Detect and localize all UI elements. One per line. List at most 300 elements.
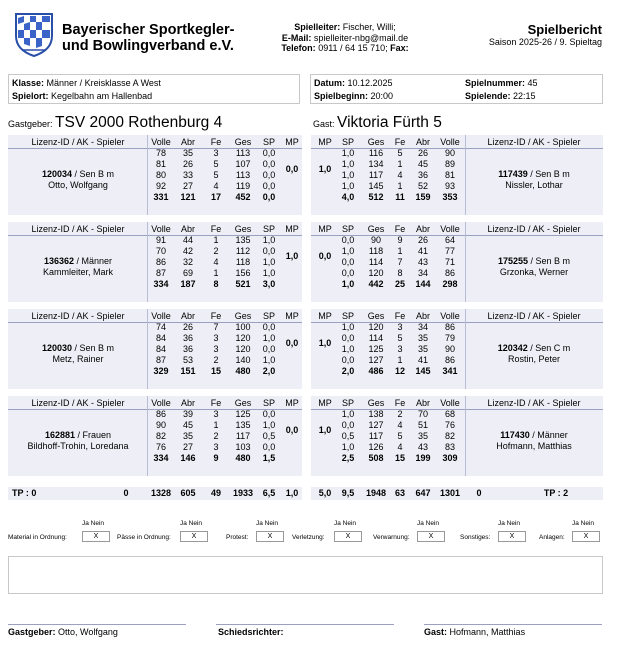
column-header-volle: Volle <box>151 224 171 234</box>
player-column-header: Lizenz-ID / AK - Spieler <box>31 224 125 234</box>
guest-cell-abr: 35 <box>417 431 428 441</box>
guest-cell-fe: 5 <box>397 431 403 441</box>
guest-signature <box>424 627 525 637</box>
age-class: / Sen B m <box>527 169 570 179</box>
guest-cell-ges: 120 <box>368 268 384 278</box>
home-cell-abr: 33 <box>182 170 193 180</box>
home-cell-sp: 1,0 <box>262 257 276 267</box>
guest-cell-volle: 68 <box>444 409 455 419</box>
guest-cell-ges: 116 <box>368 148 384 158</box>
guest-cell-ges: 126 <box>368 442 384 452</box>
guest-cell-ges: 134 <box>368 159 384 169</box>
contact-label: E-Mail: <box>281 32 312 43</box>
column-header-abr: Abr <box>180 398 195 408</box>
column-header-fe: Fe <box>394 398 406 408</box>
home-cell-sp: 0,0 <box>262 159 276 169</box>
home-cell-volle: 90 <box>155 420 166 430</box>
home-cell-volle: 81 <box>155 159 166 169</box>
yes-no-checkbox[interactable]: X <box>572 531 600 542</box>
guest-sig-label: Gast: <box>424 627 448 637</box>
home-cell-ges: 119 <box>235 181 251 191</box>
guest-cell-fe: 3 <box>397 322 403 332</box>
home-total-fe: 8 <box>213 279 219 289</box>
home-total-abr: 187 <box>180 279 196 289</box>
home-player-block <box>8 309 302 389</box>
home-cell-fe: 1 <box>213 268 219 278</box>
guest-cell-volle: 71 <box>444 257 455 267</box>
home-cell-abr: 27 <box>182 442 193 452</box>
guest-total-abr: 199 <box>415 453 431 463</box>
player-column-header: Lizenz-ID / AK - Spieler <box>487 137 581 147</box>
guest-cell-sp: 1,0 <box>341 170 355 180</box>
home-cell-fe: 3 <box>213 442 219 452</box>
guest-cell-abr: 41 <box>417 246 428 256</box>
ja-nein-label: Ja Nein <box>498 520 521 527</box>
guest-cell-abr: 35 <box>417 344 428 354</box>
column-header-mp: MP <box>318 398 332 408</box>
guest-cell-fe: 1 <box>397 159 403 169</box>
player-column-header: Lizenz-ID / AK - Spieler <box>487 224 581 234</box>
guest-cell-ges: 118 <box>368 246 384 256</box>
guest-cell-fe: 4 <box>397 170 403 180</box>
guest-total-sp: 4,0 <box>341 192 355 202</box>
guest-cell-sp: 1,0 <box>341 344 355 354</box>
referee-signature-line <box>216 624 394 625</box>
guest-tp: TP : 2 <box>543 488 569 498</box>
guest-total-fe: 12 <box>394 366 405 376</box>
guest-player-block <box>311 135 603 215</box>
guest-cell-volle: 83 <box>444 442 455 452</box>
home-cell-volle: 78 <box>155 148 166 158</box>
guest-cell-sp: 1,0 <box>341 322 355 332</box>
column-header-volle: Volle <box>151 398 171 408</box>
checkbox-label: Anlagen: <box>539 534 565 541</box>
home-cell-fe: 5 <box>213 159 219 169</box>
yes-no-checkbox[interactable]: X <box>498 531 526 542</box>
home-cell-volle: 80 <box>155 170 166 180</box>
column-header-volle: Volle <box>440 224 460 234</box>
home-cell-ges: 112 <box>235 246 251 256</box>
home-cell-fe: 1 <box>213 235 219 245</box>
home-grand-abr: 605 <box>180 488 196 498</box>
home-cell-volle: 76 <box>155 442 166 452</box>
column-header-sp: SP <box>341 398 354 408</box>
home-cell-ges: 117 <box>235 431 251 441</box>
ja-nein-label: Ja Nein <box>572 520 595 527</box>
beginn-value: 20:00 <box>370 91 394 101</box>
home-player-mp: 0,0 <box>285 164 299 174</box>
home-grand-fe: 49 <box>210 488 221 498</box>
home-player-block <box>8 396 302 476</box>
home-player-info <box>8 430 148 452</box>
player-name: Metz, Rainer <box>52 354 104 364</box>
guest-cell-fe: 2 <box>397 409 403 419</box>
guest-cell-sp: 1,0 <box>341 148 355 158</box>
column-header-volle: Volle <box>151 311 171 321</box>
home-cell-volle: 82 <box>155 431 166 441</box>
home-cell-sp: 0,0 <box>262 246 276 256</box>
column-header-abr: Abr <box>415 137 430 147</box>
guest-grand-fe: 63 <box>394 488 405 498</box>
license-id: 120030 <box>41 343 72 353</box>
home-cell-abr: 36 <box>182 344 193 354</box>
player-name: Otto, Wolfgang <box>48 180 108 190</box>
guest-cell-sp: 0,0 <box>341 355 355 365</box>
host-sig-label: Gastgeber: <box>8 627 56 637</box>
ja-nein-label: Ja Nein <box>334 520 357 527</box>
guest-cell-abr: 41 <box>417 355 428 365</box>
player-name: Hofmann, Matthias <box>496 441 572 451</box>
report-title-block <box>470 22 602 48</box>
guest-player-mp: 1,0 <box>318 164 332 174</box>
guest-cell-abr: 26 <box>417 235 428 245</box>
guest-player-info <box>465 169 603 191</box>
column-header-abr: Abr <box>415 311 430 321</box>
home-team-prefix: Gastgeber: <box>8 119 53 129</box>
guest-cell-volle: 86 <box>444 355 455 365</box>
home-total-ges: 480 <box>235 453 251 463</box>
home-total-ges: 452 <box>235 192 251 202</box>
guest-cell-abr: 34 <box>417 268 428 278</box>
home-cell-sp: 0,0 <box>262 322 276 332</box>
home-total-mp: 0 <box>123 488 129 498</box>
ende-value: 22:15 <box>513 91 536 101</box>
home-cell-sp: 0,0 <box>262 148 276 158</box>
home-cell-volle: 87 <box>155 268 166 278</box>
guest-player-block <box>311 222 603 302</box>
home-player-mp: 0,0 <box>285 338 299 348</box>
checkbox-label: Sonstiges: <box>460 534 491 541</box>
home-player-block <box>8 135 302 215</box>
column-header-abr: Abr <box>415 398 430 408</box>
home-cell-abr: 26 <box>182 322 193 332</box>
home-team-heading <box>8 114 222 132</box>
beginn-label: Spielbeginn: <box>314 91 368 101</box>
column-header-fe: Fe <box>210 137 222 147</box>
guest-grand-ges: 1948 <box>365 488 387 498</box>
contact-label: Spielleiter: <box>294 22 341 32</box>
host-signature-line <box>8 624 186 625</box>
home-cell-ges: 100 <box>235 322 251 332</box>
license-id: 175255 <box>497 256 528 266</box>
guest-cell-fe: 4 <box>397 442 403 452</box>
home-grand-sp: 6,5 <box>262 488 276 498</box>
guest-cell-fe: 5 <box>397 148 403 158</box>
home-grand-ges: 1933 <box>232 488 254 498</box>
player-column-header: Lizenz-ID / AK - Spieler <box>31 311 125 321</box>
guest-cell-volle: 90 <box>444 344 455 354</box>
guest-cell-sp: 1,0 <box>341 159 355 169</box>
column-header-fe: Fe <box>394 224 406 234</box>
guest-cell-fe: 7 <box>397 257 403 267</box>
home-cell-abr: 26 <box>182 159 193 169</box>
home-team-name: TSV 2000 Rothenburg 4 <box>55 114 223 131</box>
guest-cell-sp: 0,5 <box>341 431 355 441</box>
guest-total-ges: 442 <box>368 279 384 289</box>
home-cell-volle: 84 <box>155 344 166 354</box>
column-header-ges: Ges <box>367 398 385 408</box>
contact-value: Fischer, Willi; <box>342 22 396 32</box>
yes-no-checkbox[interactable]: X <box>334 531 362 542</box>
host-sig-value: Otto, Wolfgang <box>58 627 118 637</box>
home-cell-volle: 70 <box>155 246 166 256</box>
home-cell-ges: 135 <box>235 235 251 245</box>
home-cell-ges: 113 <box>235 170 251 180</box>
home-cell-abr: 69 <box>182 268 193 278</box>
column-header-abr: Abr <box>180 137 195 147</box>
home-grand-volle: 1328 <box>150 488 172 498</box>
guest-cell-fe: 1 <box>397 181 403 191</box>
guest-cell-ges: 117 <box>368 170 384 180</box>
guest-cell-ges: 127 <box>368 420 384 430</box>
home-total-fe: 9 <box>213 453 219 463</box>
guest-cell-fe: 4 <box>397 420 403 430</box>
guest-player-mp: 0,0 <box>318 251 332 261</box>
column-header-mp: MP <box>285 224 299 234</box>
home-player-info <box>8 256 148 278</box>
guest-signature-line <box>424 624 602 625</box>
home-cell-ges: 107 <box>235 159 251 169</box>
ja-nein-label: Ja Nein <box>417 520 440 527</box>
checkbox-label: Material in Ordnung: <box>8 534 67 541</box>
player-column-header: Lizenz-ID / AK - Spieler <box>31 398 125 408</box>
home-cell-fe: 2 <box>213 246 219 256</box>
column-header-mp: MP <box>285 137 299 147</box>
contact-label: Fax: <box>390 43 409 53</box>
guest-grand-sp: 9,5 <box>341 488 355 498</box>
column-header-sp: SP <box>341 224 354 234</box>
home-total-ges: 521 <box>235 279 251 289</box>
license-id: 120342 <box>497 343 528 353</box>
guest-team-heading <box>313 114 442 132</box>
yes-no-checkbox[interactable]: X <box>82 531 110 542</box>
guest-cell-sp: 0,0 <box>341 257 355 267</box>
guest-cell-abr: 36 <box>417 170 428 180</box>
home-cell-ges: 135 <box>235 420 251 430</box>
column-header-abr: Abr <box>180 224 195 234</box>
guest-total-fe: 11 <box>395 192 405 202</box>
player-column-header: Lizenz-ID / AK - Spieler <box>487 398 581 408</box>
home-cell-ges: 120 <box>235 333 251 343</box>
home-total-volle: 329 <box>153 366 169 376</box>
guest-cell-ges: 125 <box>368 344 384 354</box>
column-header-ges: Ges <box>367 137 385 147</box>
home-cell-sp: 1,0 <box>262 420 276 430</box>
remarks-box[interactable] <box>8 556 603 594</box>
column-header-ges: Ges <box>234 398 252 408</box>
guest-player-block <box>311 309 603 389</box>
guest-player-block <box>311 396 603 476</box>
home-cell-sp: 0,0 <box>262 181 276 191</box>
home-cell-abr: 36 <box>182 333 193 343</box>
guest-total-volle: 298 <box>442 279 458 289</box>
guest-grand-volle: 1301 <box>439 488 461 498</box>
guest-grand-mp: 5,0 <box>318 488 332 498</box>
home-cell-fe: 3 <box>213 148 219 158</box>
license-id: 136362 <box>43 256 74 266</box>
player-column-header: Lizenz-ID / AK - Spieler <box>31 137 125 147</box>
ja-nein-label: Ja Nein <box>180 520 203 527</box>
home-cell-sp: 1,0 <box>262 355 276 365</box>
home-total-sp: 2,0 <box>262 366 276 376</box>
guest-cell-abr: 43 <box>417 442 428 452</box>
spielort-value: Kegelbahn am Hallenbad <box>51 91 153 101</box>
guest-cell-fe: 8 <box>397 268 403 278</box>
checkbox-label: Verletzung: <box>292 534 325 541</box>
home-player-block <box>8 222 302 302</box>
home-total-fe: 15 <box>210 366 221 376</box>
home-cell-volle: 87 <box>155 355 166 365</box>
home-cell-abr: 39 <box>182 409 193 419</box>
home-cell-ges: 120 <box>235 344 251 354</box>
column-header-abr: Abr <box>180 311 195 321</box>
guest-total-volle: 309 <box>442 453 458 463</box>
age-class: / Sen B m <box>72 343 115 353</box>
home-total-volle: 334 <box>153 279 169 289</box>
guest-cell-ges: 145 <box>368 181 384 191</box>
checkbox-label: Pässe in Ordnung: <box>117 534 171 541</box>
column-header-ges: Ges <box>367 224 385 234</box>
guest-total-sp: 2,0 <box>341 366 355 376</box>
player-name: Grzonka, Werner <box>499 267 569 277</box>
age-class: / Frauen <box>75 430 112 440</box>
checkbox-label: Verwarnung: <box>373 534 410 541</box>
home-total-sp: 3,0 <box>262 279 276 289</box>
guest-cell-ges: 120 <box>368 322 384 332</box>
guest-total-ges: 486 <box>368 366 384 376</box>
column-header-fe: Fe <box>210 224 222 234</box>
guest-total-row <box>311 487 603 500</box>
home-total-sp: 0,0 <box>262 192 276 202</box>
guest-total-abr: 159 <box>415 192 431 202</box>
guest-cell-abr: 51 <box>417 420 428 430</box>
guest-total-sp: 2,5 <box>341 453 355 463</box>
guest-cell-abr: 34 <box>417 322 428 332</box>
guest-total-volle: 341 <box>442 366 458 376</box>
home-cell-fe: 4 <box>213 181 219 191</box>
season-info: Saison 2025-26 / 9. Spieltag <box>488 37 602 47</box>
home-cell-fe: 1 <box>213 420 219 430</box>
home-cell-ges: 125 <box>235 409 251 419</box>
guest-total-sp: 1,0 <box>341 279 355 289</box>
player-column-header: Lizenz-ID / AK - Spieler <box>487 311 581 321</box>
match-class-box <box>8 74 300 104</box>
column-header-sp: SP <box>262 311 275 321</box>
age-class: / Sen C m <box>527 343 571 353</box>
guest-cell-volle: 89 <box>444 159 455 169</box>
age-class: / Sen B m <box>72 169 115 179</box>
guest-total-abr: 145 <box>415 366 431 376</box>
column-header-ges: Ges <box>234 311 252 321</box>
column-header-volle: Volle <box>440 137 460 147</box>
guest-cell-ges: 114 <box>368 333 384 343</box>
home-cell-sp: 0,5 <box>262 431 276 441</box>
column-header-volle: Volle <box>151 137 171 147</box>
player-name: Rostin, Peter <box>507 354 561 364</box>
home-cell-volle: 84 <box>155 333 166 343</box>
contact-label: Telefon: <box>281 43 316 53</box>
guest-player-mp: 1,0 <box>318 425 332 435</box>
home-cell-ges: 103 <box>235 442 251 452</box>
home-cell-ges: 156 <box>235 268 251 278</box>
guest-cell-sp: 0,0 <box>341 235 355 245</box>
home-cell-sp: 1,0 <box>262 333 276 343</box>
guest-cell-fe: 3 <box>397 344 403 354</box>
guest-player-info <box>465 256 603 278</box>
home-cell-volle: 92 <box>155 181 166 191</box>
yes-no-checkbox[interactable]: X <box>256 531 284 542</box>
home-cell-abr: 44 <box>182 235 193 245</box>
home-cell-volle: 86 <box>155 257 166 267</box>
column-header-volle: Volle <box>440 398 460 408</box>
guest-player-mp: 1,0 <box>318 338 332 348</box>
column-header-mp: MP <box>318 224 332 234</box>
federation-name <box>62 22 234 54</box>
guest-cell-volle: 81 <box>444 170 455 180</box>
column-header-abr: Abr <box>415 224 430 234</box>
column-header-sp: SP <box>262 224 275 234</box>
yes-no-checkbox[interactable]: X <box>417 531 445 542</box>
column-header-volle: Volle <box>440 311 460 321</box>
email-link[interactable]: spielleiter-nbg@mail.de <box>313 32 409 43</box>
guest-cell-ges: 114 <box>368 257 384 267</box>
home-cell-volle: 86 <box>155 409 166 419</box>
guest-team-prefix: Gast: <box>313 119 335 129</box>
home-cell-sp: 0,0 <box>262 344 276 354</box>
home-tp: TP : 0 <box>12 488 37 498</box>
guest-total-volle: 353 <box>442 192 458 202</box>
ende-label: Spielende: <box>465 91 511 101</box>
column-header-mp: MP <box>285 398 299 408</box>
klasse-value: Männer / Kreisklasse A West <box>46 78 161 88</box>
guest-total-abr: 144 <box>415 279 431 289</box>
column-header-sp: SP <box>341 137 354 147</box>
guest-cell-ges: 117 <box>368 431 384 441</box>
home-total-fe: 17 <box>210 192 221 202</box>
guest-cell-sp: 1,0 <box>341 442 355 452</box>
guest-cell-sp: 0,0 <box>341 420 355 430</box>
guest-cell-volle: 64 <box>444 235 455 245</box>
license-id: 117439 <box>498 169 528 179</box>
home-cell-fe: 4 <box>213 257 219 267</box>
guest-cell-fe: 1 <box>397 246 403 256</box>
guest-cell-sp: 1,0 <box>341 246 355 256</box>
column-header-fe: Fe <box>210 311 222 321</box>
player-name: Kammleiter, Mark <box>42 267 113 277</box>
home-cell-volle: 74 <box>155 322 166 332</box>
column-header-ges: Ges <box>234 224 252 234</box>
home-cell-fe: 2 <box>213 355 219 365</box>
home-cell-abr: 42 <box>182 246 193 256</box>
home-player-mp: 1,0 <box>285 251 299 261</box>
player-name: Nissler, Lothar <box>505 180 563 190</box>
guest-total-fe: 15 <box>394 453 405 463</box>
yes-no-checkbox[interactable]: X <box>180 531 208 542</box>
guest-cell-abr: 43 <box>417 257 428 267</box>
datum-label: Datum: <box>314 78 345 88</box>
column-header-fe: Fe <box>210 398 222 408</box>
home-cell-abr: 53 <box>182 355 193 365</box>
guest-total-ges: 512 <box>368 192 384 202</box>
guest-cell-abr: 70 <box>417 409 428 419</box>
nummer-label: Spielnummer: <box>465 78 526 88</box>
age-class: / Sen B m <box>528 256 571 266</box>
home-cell-ges: 113 <box>235 148 251 158</box>
guest-cell-volle: 79 <box>444 333 455 343</box>
guest-cell-volle: 93 <box>444 181 455 191</box>
column-header-sp: SP <box>262 137 275 147</box>
home-total-row <box>8 487 302 500</box>
